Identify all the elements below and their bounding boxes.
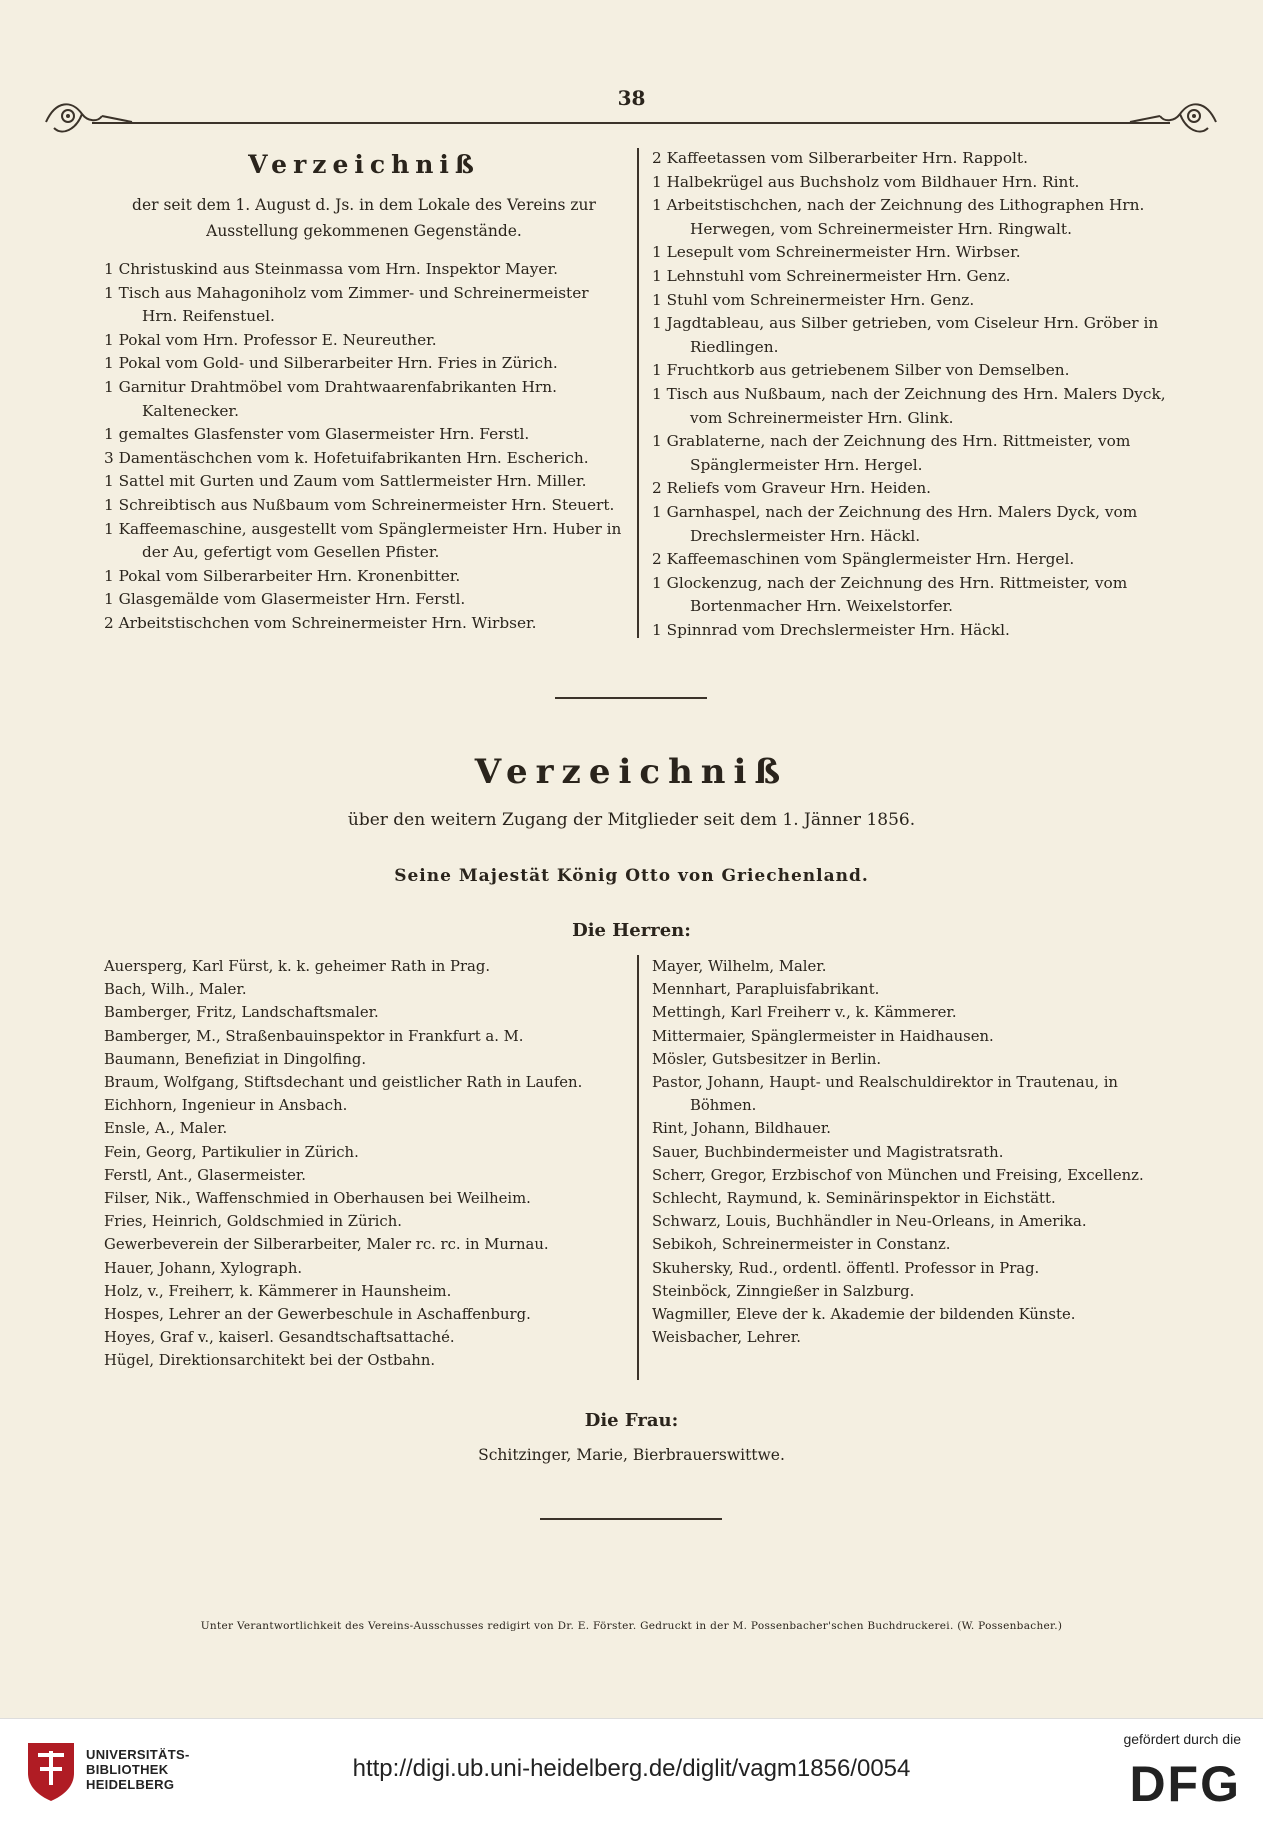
list-item: 1 Pokal vom Silberarbeiter Hrn. Kronenbitter.: [104, 566, 461, 585]
list-item: Schwarz, Louis, Buchhändler in Neu-Orleans, in Amerika.: [652, 1213, 1087, 1231]
list-item: Steinböck, Zinngießer in Salzburg.: [652, 1282, 915, 1300]
list-item: Hauer, Johann, Xylograph.: [104, 1259, 303, 1277]
list-item: Sauer, Buchbindermeister und Magistratsrath.: [652, 1143, 1004, 1161]
imprint-footer: Unter Verantwortlichkeit des Vereins-Ausschusses redigirt von Dr. E. Förster. Gedruckt in der M. Possenbacher'schen Buchdruckerei. (W. Possenbacher.): [200, 1620, 1063, 1632]
list-item: 1 Halbekrügel aus Buchsholz vom Bildhauer Hrn. Rint.: [652, 172, 1080, 191]
section1-title: Verzeichniß: [248, 150, 480, 179]
column-divider: [637, 955, 639, 1380]
list-item: 1 Tisch aus Mahagoniholz vom Zimmer- und Schreinermeister Hrn. Reifenstuel.: [104, 283, 589, 326]
list-item: Mayer, Wilhelm, Maler.: [652, 958, 827, 975]
end-divider: [540, 1518, 722, 1520]
list-item: Eichhorn, Ingenieur in Ansbach.: [104, 1097, 348, 1115]
list-item: 1 Jagdtableau, aus Silber getrieben, vom Ciseleur Hrn. Gröber in Riedlingen.: [652, 314, 1159, 356]
list-item: 1 Stuhl vom Schreinermeister Hrn. Genz.: [652, 290, 975, 309]
list-item: 1 Lehnstuhl vom Schreinermeister Hrn. Genz.: [652, 266, 1011, 285]
list-item: Mösler, Gutsbesitzer in Berlin.: [652, 1050, 882, 1068]
list-item: 1 Garnitur Drahtmöbel vom Drahtwaarenfabrikanten Hrn. Kaltenecker.: [104, 377, 557, 420]
list-item: 1 Spinnrad vom Drechslermeister Hrn. Häckl.: [652, 620, 1010, 639]
list-item: Ferstl, Ant., Glasermeister.: [104, 1166, 307, 1184]
list-item: 2 Kaffeemaschinen vom Spänglermeister Hrn. Hergel.: [652, 550, 1075, 569]
list-item: Rint, Johann, Bildhauer.: [652, 1120, 832, 1138]
members-right-list: [652, 955, 1172, 1349]
section-divider: [555, 697, 707, 699]
section2-title: Verzeichniß: [474, 752, 789, 792]
list-item: 1 Kaffeemaschine, ausgestellt vom Spänglermeister Hrn. Huber in der Au, gefertigt vom Gesellen Pfister.: [104, 519, 622, 562]
list-item: 1 Glasgemälde vom Glasermeister Hrn. Ferstl.: [104, 590, 466, 609]
list-item: Mittermaier, Spänglermeister in Haidhausen.: [652, 1027, 994, 1045]
list-item: 3 Damentäschchen vom k. Hofetuifabrikanten Hrn. Escherich.: [104, 448, 589, 467]
frau-heading: Die Frau:: [584, 1410, 679, 1431]
digitization-banner: [0, 1718, 1263, 1824]
library-name: UNIVERSITÄTS- BIBLIOTHEK HEIDELBERG: [86, 1747, 190, 1792]
column-divider: [637, 148, 639, 638]
list-item: 2 Reliefs vom Graveur Hrn. Heiden.: [652, 479, 932, 498]
list-item: Bamberger, Fritz, Landschaftsmaler.: [104, 1004, 379, 1022]
list-item: 1 Lesepult vom Schreinermeister Hrn. Wirbser.: [652, 243, 1021, 262]
list-item: Hospes, Lehrer an der Gewerbeschule in Aschaffenburg.: [104, 1306, 531, 1324]
page-number: 38: [617, 86, 646, 110]
list-item: Schlecht, Raymund, k. Seminärinspektor in Eichstätt.: [652, 1190, 1056, 1208]
list-item: Holz, v., Freiherr, k. Kämmerer in Haunsheim.: [104, 1282, 452, 1300]
frau-member: Schitzinger, Marie, Bierbrauerswittwe.: [478, 1446, 785, 1464]
list-item: Mennhart, Parapluisfabrikant.: [652, 981, 880, 999]
list-item: Scherr, Gregor, Erzbischof von München und Freising, Excellenz.: [652, 1166, 1144, 1184]
list-item: Auersperg, Karl Fürst, k. k. geheimer Rath in Prag.: [104, 958, 491, 975]
funded-by-label: gefördert durch die: [1123, 1731, 1241, 1747]
list-item: 2 Kaffeetassen vom Silberarbeiter Hrn. Rappolt.: [652, 149, 1028, 167]
list-item: Fries, Heinrich, Goldschmied in Zürich.: [104, 1213, 402, 1231]
list-item: 1 Grablaterne, nach der Zeichnung des Hrn. Rittmeister, vom Spänglermeister Hrn. Hergel.: [652, 432, 1131, 474]
list-item: Sebikoh, Schreinermeister in Constanz.: [652, 1236, 951, 1254]
section2-subtitle: über den weitern Zugang der Mitglieder seit dem 1. Jänner 1856.: [347, 810, 916, 830]
list-item: Skuhersky, Rud., ordentl. öffentl. Professor in Prag.: [652, 1259, 1040, 1277]
section1-subtitle: der seit dem 1. August d. Js. in dem Lokale des Vereins zur Ausstellung gekommenen Gegenstände.: [132, 196, 596, 240]
list-item: Wagmiller, Eleve der k. Akademie der bildenden Künste.: [652, 1306, 1076, 1324]
list-item: Fein, Georg, Partikulier in Zürich.: [104, 1143, 359, 1161]
list-item: Baumann, Benefiziat in Dingolfing.: [104, 1050, 367, 1068]
permalink-url[interactable]: http://digi.ub.uni-heidelberg.de/diglit/vagm1856/0054: [352, 1755, 911, 1782]
list-item: 1 Pokal vom Gold- und Silberarbeiter Hrn. Fries in Zürich.: [104, 354, 558, 373]
list-item: 1 Pokal vom Hrn. Professor E. Neureuther.: [104, 330, 437, 349]
list-item: 1 Schreibtisch aus Nußbaum vom Schreinermeister Hrn. Steuert.: [104, 495, 615, 514]
list-item: Pastor, Johann, Haupt- und Realschuldirektor in Trautenau, in Böhmen.: [652, 1074, 1118, 1115]
list-item: Gewerbeverein der Silberarbeiter, Maler rc. rc. in Murnau.: [104, 1236, 549, 1254]
list-item: 2 Arbeitstischchen vom Schreinermeister Hrn. Wirbser.: [104, 613, 537, 632]
list-item: Hoyes, Graf v., kaiserl. Gesandtschaftsattaché.: [104, 1329, 455, 1347]
header-rule: [92, 122, 1170, 124]
list-item: Hügel, Direktionsarchitekt bei der Ostbahn.: [104, 1352, 436, 1370]
list-item: 1 Tisch aus Nußbaum, nach der Zeichnung des Hrn. Malers Dyck, vom Schreinermeister Hrn. Glink.: [652, 384, 1166, 427]
dfg-logo: DFG: [1129, 1756, 1241, 1812]
members-left-list: [104, 955, 629, 1373]
list-item: 1 Arbeitstischchen, nach der Zeichnung des Lithographen Hrn. Herwegen, vom Schreinermeister Hrn. Ringwalt.: [652, 196, 1145, 238]
section1-left-list: [104, 258, 624, 636]
majesty-line: Seine Majestät König Otto von Griechenland.: [394, 866, 869, 886]
list-item: Braum, Wolfgang, Stiftsdechant und geistlicher Rath in Laufen.: [104, 1074, 583, 1092]
list-item: Mettingh, Karl Freiherr v., k. Kämmerer.: [652, 1004, 957, 1022]
list-item: 1 Christuskind aus Steinmassa vom Hrn. Inspektor Mayer.: [104, 260, 558, 278]
list-item: Filser, Nik., Waffenschmied in Oberhausen bei Weilheim.: [104, 1190, 531, 1208]
list-item: Bach, Wilh., Maler.: [104, 981, 247, 999]
list-item: Weisbacher, Lehrer.: [652, 1329, 801, 1347]
list-item: 1 Garnhaspel, nach der Zeichnung des Hrn. Malers Dyck, vom Drechslermeister Hrn. Häckl.: [652, 502, 1138, 545]
herren-heading: Die Herren:: [572, 920, 691, 941]
section1-right-list: [652, 147, 1168, 642]
list-item: Ensle, A., Maler.: [104, 1120, 228, 1138]
list-item: 1 Glockenzug, nach der Zeichnung des Hrn. Rittmeister, vom Bortenmacher Hrn. Weixelstorfer.: [652, 573, 1128, 616]
list-item: 1 Sattel mit Gurten und Zaum vom Sattlermeister Hrn. Miller.: [104, 472, 587, 491]
list-item: 1 Fruchtkorb aus getriebenem Silber von Demselben.: [652, 361, 1070, 380]
list-item: Bamberger, M., Straßenbauinspektor in Frankfurt a. M.: [104, 1027, 524, 1045]
list-item: 1 gemaltes Glasfenster vom Glasermeister Hrn. Ferstl.: [104, 425, 530, 444]
